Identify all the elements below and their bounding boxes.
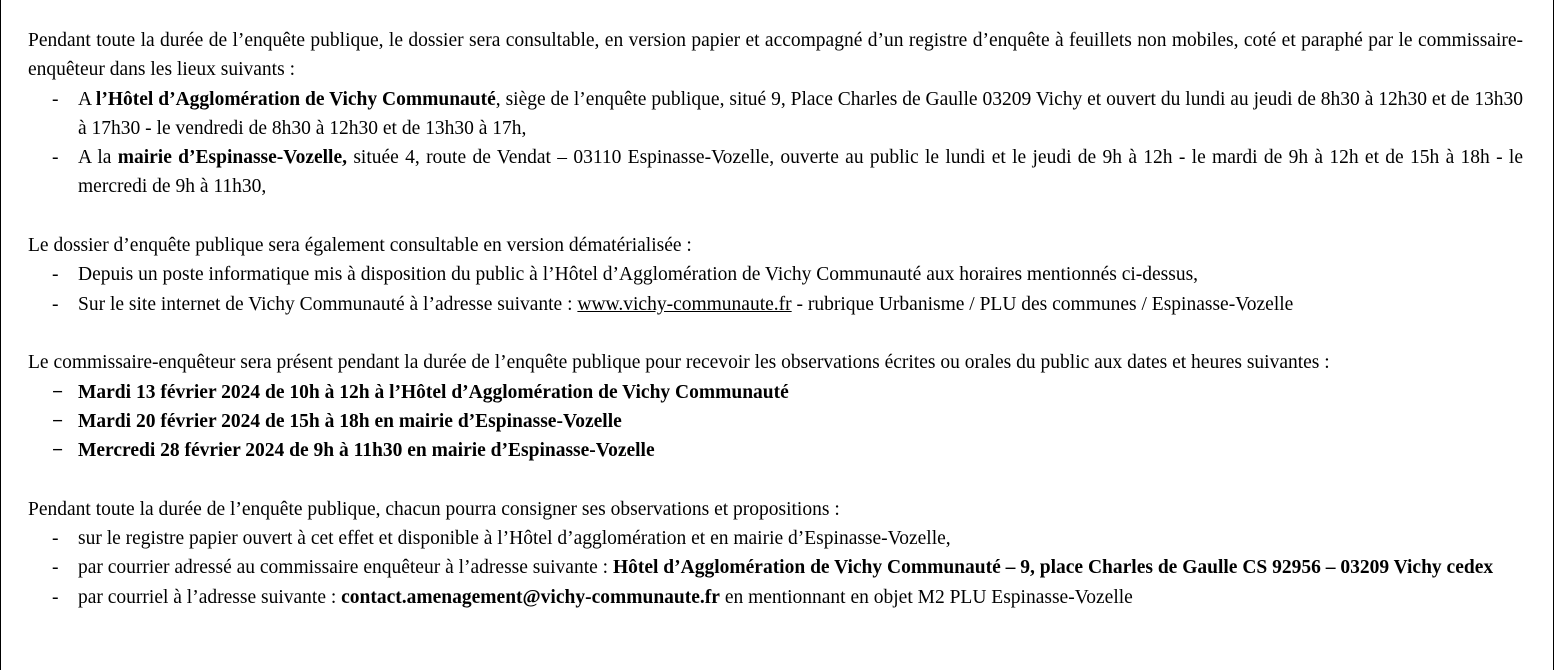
item-prefix: A xyxy=(78,88,96,110)
hotel-agglomeration-name: l’Hôtel d’Agglomération de Vichy Communauté xyxy=(95,88,496,110)
list-item-date-2 xyxy=(52,407,1523,436)
list-dash: − xyxy=(52,440,64,462)
list-item-postal-mail xyxy=(52,553,1523,582)
item-prefix: par courriel à l’adresse suivante : xyxy=(78,586,342,608)
list-dash: - xyxy=(52,557,59,579)
paragraph-gap xyxy=(28,465,1523,494)
paper-consultation-intro: Pendant toute la durée de l’enquête publique, le dossier sera consultable, en version papier et accompagné d’un registre d’enquête à feuillets non mobiles, coté et paraphé par le commissaire-enquêteur dans les lieux suivants : xyxy=(28,30,1523,81)
item-details: - rubrique Urbanisme / PLU des communes / Espinasse-Vozelle xyxy=(791,293,1294,315)
list-dash: - xyxy=(52,264,59,286)
observations-list xyxy=(28,524,1523,612)
paragraph-gap xyxy=(28,319,1523,348)
list-dash: - xyxy=(52,528,59,550)
list-item-mairie xyxy=(52,143,1523,202)
item-text: Depuis un poste informatique mis à disposition du public à l’Hôtel d’Agglomération de Vichy Communauté aux horaires mentionnés ci-dessus, xyxy=(78,264,1199,286)
item-details: , siège de l’enquête publique, situé 9, Place Charles de Gaulle 03209 Vichy et ouvert du lundi au jeudi de 8h30 à 12h30 et de 13h30 à 17h30 - le vendredi de 8h30 à 12h30 et de 13h30 à 17h, xyxy=(78,88,1523,139)
paper-consultation-list xyxy=(28,85,1523,202)
item-details: située 4, route de Vendat – 03110 Espinasse-Vozelle, ouverte au public le lundi et le jeudi de 9h à 12h - le mardi de 9h à 12h et de 15h à 18h - le mercredi de 9h à 11h30, xyxy=(78,147,1523,198)
section-commissioner-dates xyxy=(28,348,1523,465)
item-text: sur le registre papier ouvert à cet effet et disponible à l’Hôtel d’agglomération et en mairie d’Espinasse-Vozelle, xyxy=(78,528,951,550)
date-text: Mardi 20 février 2024 de 15h à 18h en mairie d’Espinasse-Vozelle xyxy=(78,410,622,432)
item-prefix: A la xyxy=(78,147,118,169)
list-item-email xyxy=(52,583,1523,612)
list-dash: - xyxy=(52,586,59,608)
commissioner-dates-list xyxy=(28,378,1523,466)
list-item-website xyxy=(52,290,1523,319)
mairie-name: mairie d’Espinasse-Vozelle, xyxy=(117,147,348,169)
paragraph-gap xyxy=(28,202,1523,231)
list-item-hotel-agglomeration xyxy=(52,85,1523,144)
date-text: Mardi 13 février 2024 de 10h à 12h à l’Hôtel d’Agglomération de Vichy Communauté xyxy=(78,381,789,403)
item-details: en mentionnant en objet M2 PLU Espinasse-Vozelle xyxy=(719,586,1133,608)
item-prefix: par courrier adressé au commissaire enquêteur à l’adresse suivante : xyxy=(78,557,613,579)
list-item-paper-register xyxy=(52,524,1523,553)
observations-intro: Pendant toute la durée de l’enquête publique, chacun pourra consigner ses observations et propositions : xyxy=(28,498,840,520)
list-dash: − xyxy=(52,410,64,432)
list-dash: - xyxy=(52,293,59,315)
document-body xyxy=(28,26,1523,612)
item-prefix: Sur le site internet de Vichy Communauté à l’adresse suivante : xyxy=(78,293,578,315)
postal-address: Hôtel d’Agglomération de Vichy Communauté – 9, place Charles de Gaulle CS 92956 – 03209 Vichy cedex xyxy=(612,557,1494,579)
list-item-date-3 xyxy=(52,436,1523,465)
list-dash: − xyxy=(52,381,64,403)
commissioner-dates-intro: Le commissaire-enquêteur sera présent pendant la durée de l’enquête publique pour recevoir les observations écrites ou orales du public aux dates et heures suivantes : xyxy=(28,352,1330,374)
list-item-date-1 xyxy=(52,378,1523,407)
website-link[interactable]: www.vichy-communaute.fr xyxy=(577,293,792,315)
digital-consultation-intro: Le dossier d’enquête publique sera également consultable en version dématérialisée : xyxy=(28,235,692,257)
list-dash: - xyxy=(52,88,59,110)
list-dash: - xyxy=(52,147,59,169)
list-item-computer-station xyxy=(52,260,1523,289)
digital-consultation-list xyxy=(28,260,1523,319)
section-digital-consultation xyxy=(28,231,1523,319)
section-paper-consultation xyxy=(28,26,1523,202)
section-observations xyxy=(28,495,1523,612)
date-text: Mercredi 28 février 2024 de 9h à 11h30 en mairie d’Espinasse-Vozelle xyxy=(78,440,655,462)
email-address: contact.amenagement@vichy-communaute.fr xyxy=(341,586,720,608)
